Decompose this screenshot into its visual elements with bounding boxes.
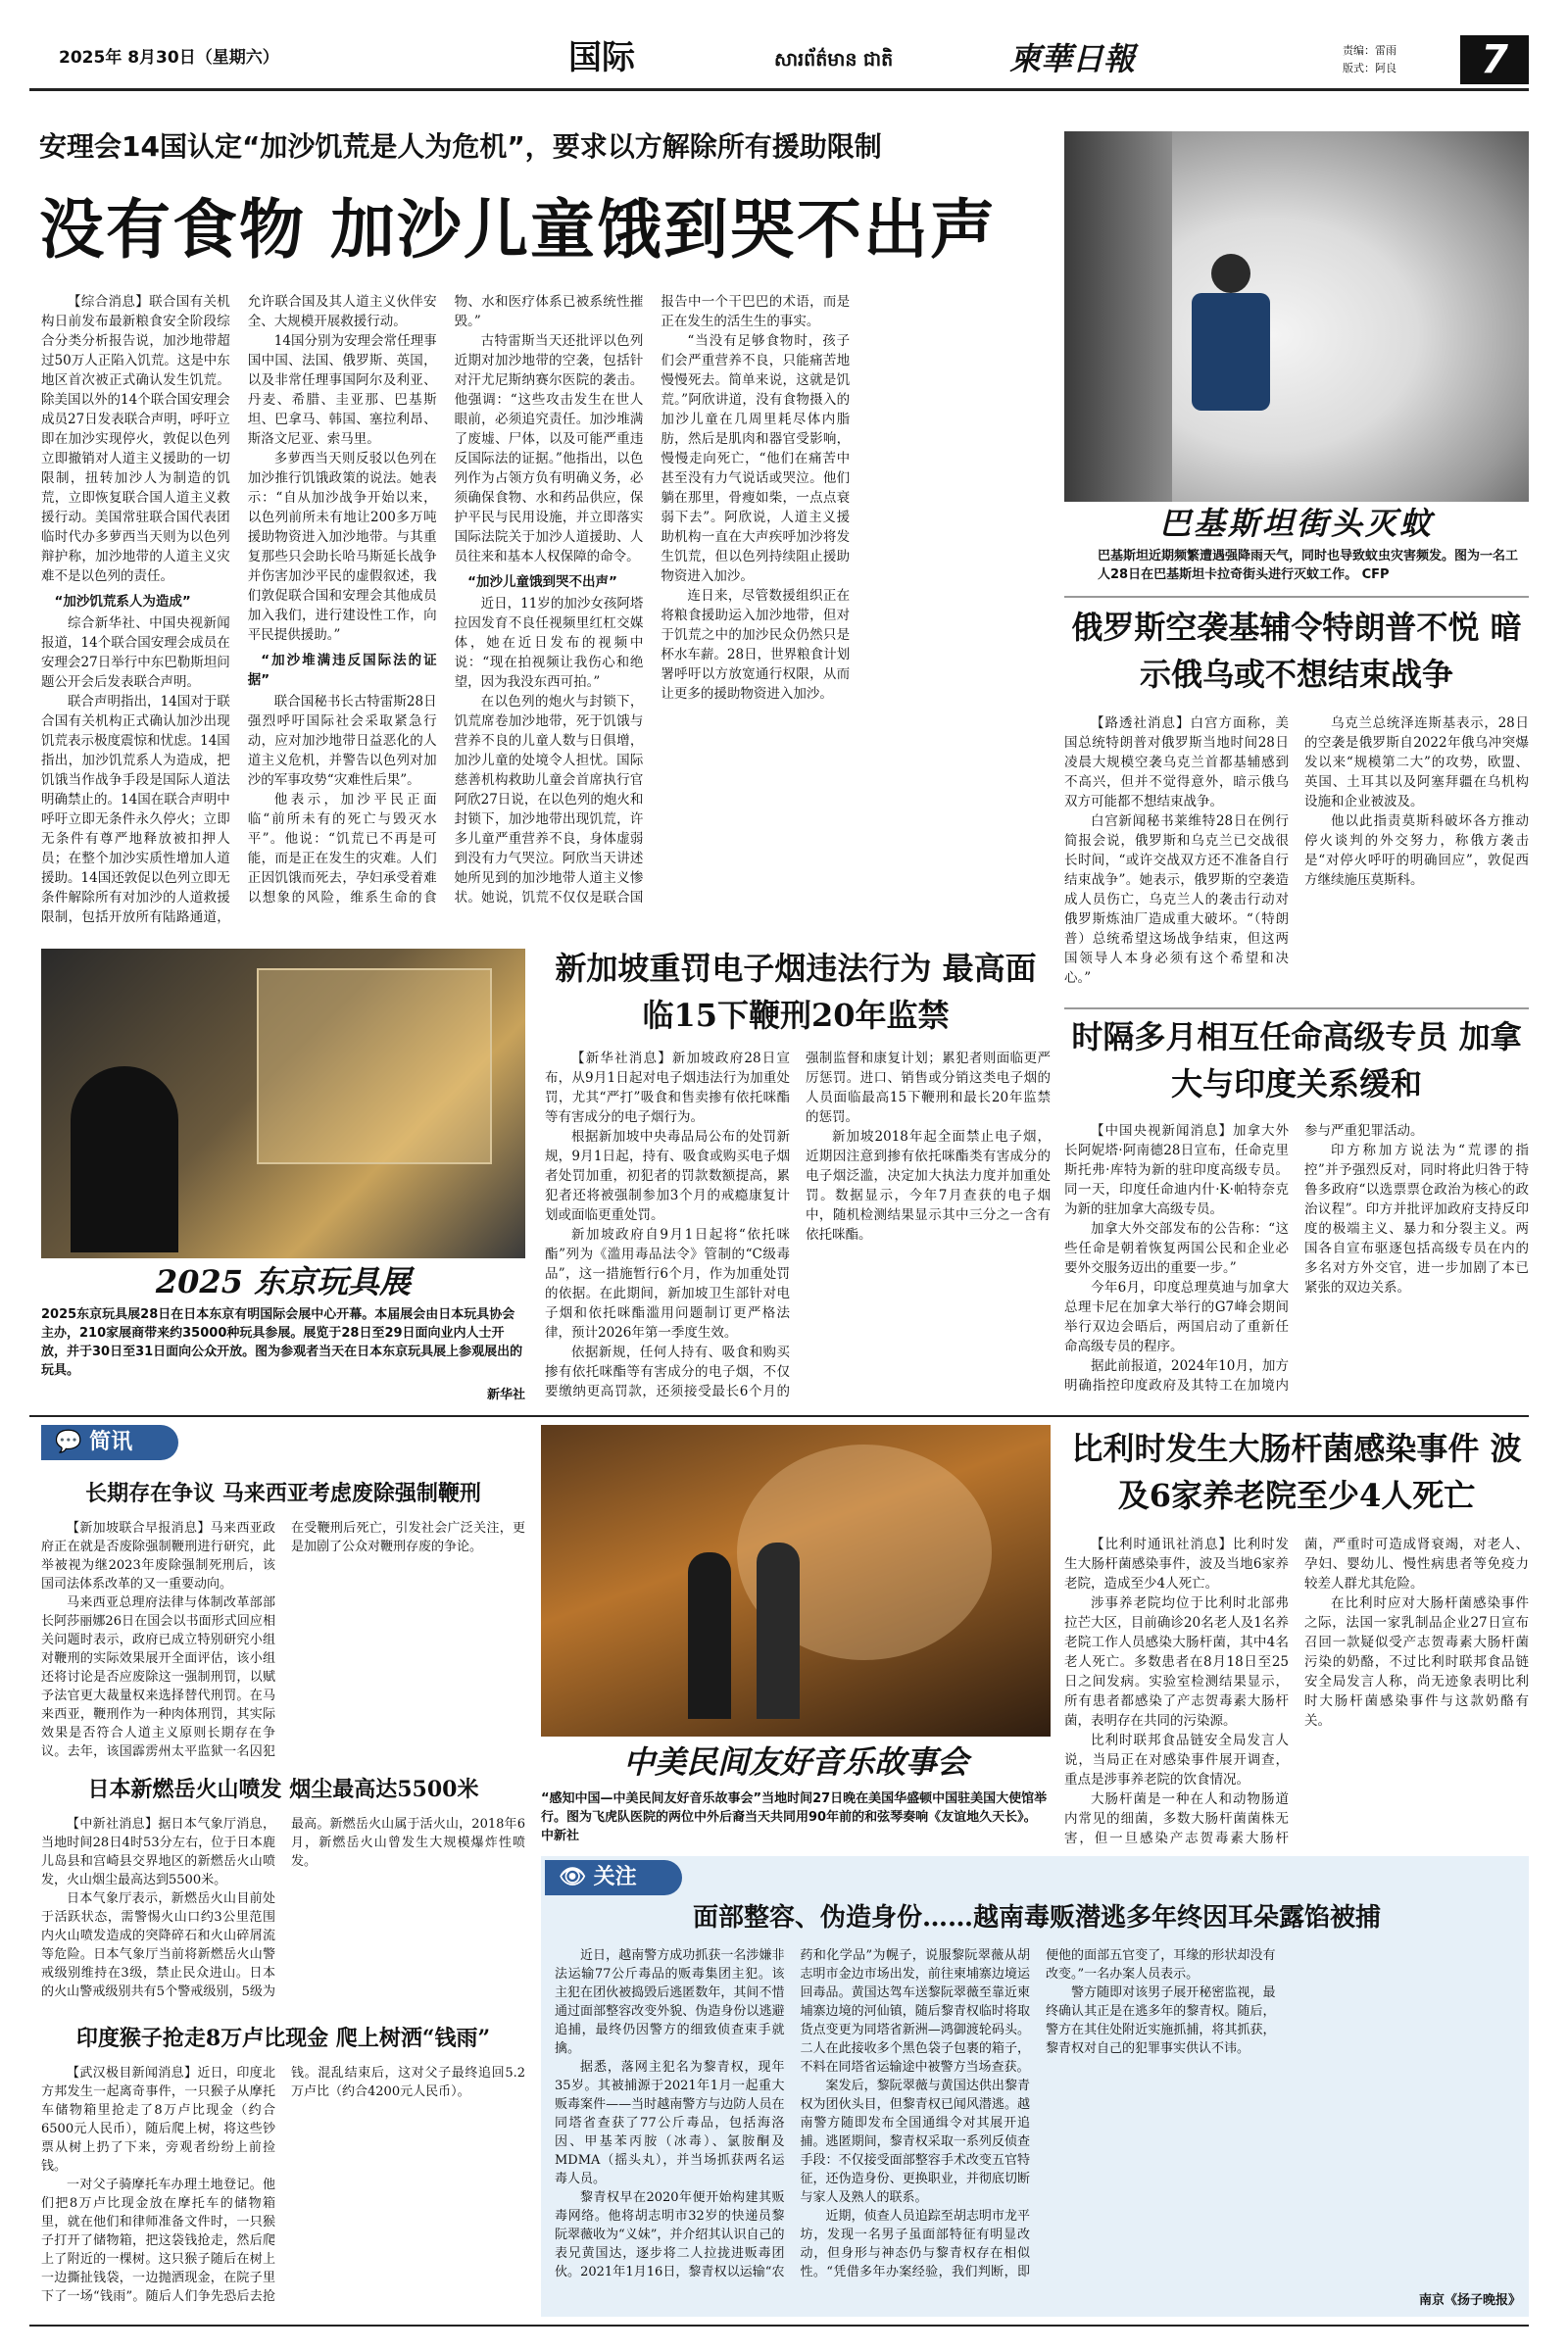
visitor-silhouette (71, 1066, 178, 1252)
canada-body (1064, 1121, 1529, 1407)
toy-photo-title: 2025 东京玩具展 (155, 1263, 412, 1300)
performer-figure (688, 1552, 731, 1719)
article-paragraph: 【中新社消息】据日本气象厅消息，当地时间28日4时53分左右，位于日本鹿儿岛县和宫崎县交界地区的新燃岳火山喷发，火山烟尘最高达到5500米。 (41, 1817, 275, 1887)
article-paragraph: 【新加坡联合早报消息】马来西亚政府正在就是否废除强制鞭刑进行研究，此举被视为继2023年废除强制死刑后，该国司法体系改革的又一重要动向。 (41, 1521, 275, 1592)
issue-date: 2025年 8月30日（星期六） (59, 48, 279, 68)
divider (1064, 1007, 1529, 1009)
article-paragraph: 日本气象厅表示，新燃岳火山目前处于活跃状态，需警惕火山口约3公里范围内火山喷发造成的突降碎石和火山碎屑流等危险。日本气象厅当前将新燃岳火山警戒级别维持在3级，禁止民众进山。日本的火山警戒级别共有5个警戒级别，5级为最高。新燃岳火山属于活火山，2018年6月，新燃岳火山曾发生大规模爆炸性喷发。 (41, 1817, 525, 1999)
article-paragraph: 据此前报道，2024年10月，加方明确指控印度政府及其特工在加境内参与严重犯罪活动。 (1064, 1123, 1424, 1394)
pakistan-photo-caption (1098, 547, 1529, 586)
lead-body (41, 292, 1056, 931)
article-paragraph: 【武汉极目新闻消息】近日，印度北方邦发生一起离奇事件，一只猴子从摩托车储物箱里抢走了8万卢比现金（约合6500元人民币），随后爬上树，将这些钞票从树上扔了下来，旁观者纷纷上前捡钱。 (41, 2066, 275, 2174)
editor-credit: 责编：雷雨 (1343, 44, 1396, 57)
page-number: 7 (1460, 35, 1529, 84)
section-title: 国际 (568, 38, 635, 77)
lead-subhead: “加沙儿童饿到哭不出声” (467, 574, 617, 590)
russia-headline: 俄罗斯空袭基辅令特朗普不悦 暗示俄乌或不想结束战争 (1071, 609, 1522, 693)
article-paragraph: 一对父子骑摩托车办理土地登记。他们把8万卢比现金放在摩托车的储物箱里，就在他们和律师准备文件时，一只猴子打开了储物箱，把这袋钱抢走，然后爬上了附近的一棵树。这只猴子随后在树上一边撕扯钱袋，一边抛洒现金，在院子里下了一场“钱雨”。随后人们争先恐后去抢钱。混乱结束后，这对父子最终追回5.2万卢比（约合4200元人民币）。 (41, 2066, 525, 2304)
lead-paragraph: 连日来，尽管数援组织正在将粮食援助运入加沙地带，但对于饥荒之中的加沙民众仍然只是杯水车薪。28日，世界粮食计划署呼吁以方放宽通行权限，从而让更多的援助物资进入加沙。 (661, 588, 851, 702)
article-paragraph: 大肠杆菌是一种在人和动物肠道内常见的细菌，多数大肠杆菌菌株无害，但一旦感染产志贺毒素大肠杆菌，严重时可造成肾衰竭，对老人、孕妇、婴幼儿、慢性病患者等免疫力较差人群尤其危险。 (1064, 1537, 1529, 1846)
pakistan-photo-title: 巴基斯坦街头灭蚊 (1158, 505, 1434, 542)
article-paragraph: 近日，越南警方成功抓获一名涉嫌非法运输77公斤毒品的贩毒集团主犯。该主犯在团伙被捣毁后逃匿数年，其间不惜通过面部整容改变外貌、伪造身份以逃避追捕，最终仍因警方的细致侦查束手就擒。 (555, 1948, 785, 2056)
article-paragraph: 案发后，黎阮翠薇与黄国达供出黎青权为团伙头目，但黎青权已闻风潜逃。越南警方随即发布全国通缉令对其展开追捕。逃匿期间，黎青权采取一系列反侦查手段：不仅接受面部整容手术改变五官特征，还伪造身份、更换职业，并彻底切断与家人及熟人的联系。 (800, 2079, 1030, 2205)
article-paragraph: 加拿大外交部发布的公告称：“这些任命是朝着恢复两国公民和企业必要外交服务迈出的重要一步。” (1064, 1221, 1289, 1276)
belgium-headline: 比利时发生大肠杆菌感染事件 波及6家养老院至少4人死亡 (1071, 1430, 1522, 1514)
article-paragraph: 今年6月，印度总理莫迪与加拿大总理卡尼在加拿大举行的G7峰会期间举行双边会晤后，两国启动了重新任命高级专员的程序。 (1064, 1280, 1289, 1354)
worker-figure (1211, 254, 1250, 293)
lead-paragraph: 近日，11岁的加沙女孩阿塔拉因发育不良任视频里红杠交媒体，她在近日发布的视频中说：“现在拍视频让我伤心和绝望，因为我没东西可拍。” (454, 596, 644, 690)
focus-body (555, 1946, 1521, 2285)
article-paragraph: 根据新加坡中央毒品局公布的处罚新规，9月1日起，持有、吸食或购买电子烟者处罚加重，初犯者的罚款数额提高，累犯者还将被强制参加3个月的戒瘾康复计划或面临更重处罚。 (545, 1129, 790, 1223)
article-paragraph: 印方称加方说法为“荒谬的指控”并予强烈反对，同时将此归咎于特鲁多政府“以选票票仓政治为核心的政治议程”。印方并批评加政府支持反印度的极端主义、暴力和分裂主义。两国各自宣布驱逐包括高级专员在内的多名对方外交官，进一步加剧了本已紧张的双边关系。 (1304, 1143, 1529, 1296)
article-paragraph: 新加坡2018年起全面禁止电子烟，近期因注意到掺有依托咪酯类有害成分的电子烟泛滥，决定加大执法力度并加重处罚。数据显示，今年7月查获的电子烟中，随机检测结果显示其中三分之一含有依托咪酯。 (806, 1129, 1051, 1243)
article-paragraph: 在比利时应对大肠杆菌感染事件之际，法国一家乳制品企业27日宣布召回一款疑似受产志贺毒素大肠杆菌污染的奶酪，不过比利时联邦食品链安全局发言人称，尚无迹象表明比利时大肠杆菌感染事件与这款奶酪有关。 (1304, 1595, 1529, 1729)
caption-text: 巴基斯坦近期频繁遭遇强降雨天气，同时也导致蚊虫灾害频发。图为一名工人28日在巴基斯坦卡拉奇街头进行灭蚊工作。 (1098, 549, 1519, 582)
music-event-photo (541, 1425, 1051, 1737)
japan-headline: 日本新燃岳火山喷发 烟尘最高达5500米 (87, 1777, 479, 1802)
singapore-body (545, 1049, 1051, 1405)
focus-headline: 面部整容、伪造身份……越南毒贩潜逃多年终因耳朵露馅被捕 (692, 1903, 1381, 1933)
article-paragraph: 新加坡政府自9月1日起将“依托咪酯”列为《滥用毒品法令》管制的“C级毒品”，这一措施暂行6个月，作为加重处罚的依据。在此期间，新加坡卫生部针对电子烟和依托咪酯滥用问题制订更严格法律，预计2026年第一季度生效。 (545, 1227, 790, 1341)
article-paragraph: 依据新规，任何人持有、吸食和购买掺有依托咪酯等有害成分的电子烟，不仅要缴纳更高罚款，还须接受最长6个月的强制监督和康复计划；累犯者则面临更严厉惩罚。进口、销售或分销这类电子烟的人员面临最高15下鞭刑和最长20年监禁的惩罚。 (545, 1051, 1051, 1399)
article-paragraph: 警方随即对该男子展开秘密监视，最终确认其正是在逃多年的黎青权。随后，警方在其住处附近实施抓捕，将其抓获，黎青权对自己的犯罪事实供认不讳。 (1046, 1985, 1276, 2056)
article-paragraph: 【中国央视新闻消息】加拿大外长阿妮塔·阿南德28日宣布，任命克里斯托弗·库特为新的驻印度高级专员。同一天，印度任命迪内什·K·帕特奈克为新的驻加拿大高级专员。 (1064, 1123, 1289, 1217)
focus-label-text: 关注 (593, 1865, 637, 1889)
caption-text: “感知中国—中美民间友好音乐故事会”当地时间27日晚在美国华盛顿中国驻美国大使馆举行。图为飞虎队医院的两位中外后裔当天共同用90年前的和弦琴奏响《友谊地久天长》。 (541, 1791, 1048, 1825)
article-paragraph: 据悉，落网主犯名为黎青权，现年35岁。其被捕源于2021年1月一起重大贩毒案件——当时越南警方与边防人员在同塔省查获了77公斤毒品，包括海洛因、甲基苯丙胺（冰毒）、氯胺酮及MDMA（摇头丸），并当场抓获两名运毒人员。 (555, 2060, 785, 2186)
lead-paragraph: 联合国秘书长古特雷斯28日强烈呼吁国际社会采取紧急行动，应对加沙地带日益恶化的人道主义危机，并警告以色列对加沙的军事攻势“灾难性后果”。 (247, 694, 437, 788)
eye-icon: 👁 (559, 1865, 594, 1889)
masthead-rule (29, 88, 1529, 91)
canada-headline: 时隔多月相互任命高级专员 加拿大与印度关系缓和 (1071, 1018, 1522, 1102)
music-photo-title: 中美民间友好音乐故事会 (622, 1743, 968, 1781)
lead-subhead: “加沙堆满违反国际法的证据” (247, 653, 437, 688)
photo-credit: 中新社 (541, 1829, 580, 1843)
article-paragraph: 涉事养老院均位于比利时北部弗拉芒大区，目前确诊20名老人及1名养老院工作人员感染大肠杆菌，其中4名老人死亡。多数患者在8月18日至25日之间发病。实验室检测结果显示，所有患者都感染了产志贺毒素大肠杆菌，表明存在共同的污染源。 (1064, 1595, 1289, 1729)
pakistan-fogging-photo (1064, 131, 1529, 502)
layout-credit: 版式：阿良 (1343, 62, 1396, 74)
photo-credit: 新华社 (486, 1388, 525, 1402)
chat-bubble-icon: 💬 (55, 1430, 90, 1454)
belgium-body (1064, 1535, 1529, 1848)
display-case (257, 968, 492, 1164)
focus-credit: 南京《扬子晚报》 (1418, 2293, 1521, 2308)
performer-figure (757, 1543, 800, 1719)
article-paragraph: 比利时联邦食品链安全局发言人说，当局正在对感染事件展开调查，重点是涉事养老院的饮食情况。 (1064, 1733, 1289, 1788)
paper-name: 柬華日報 (1009, 40, 1136, 77)
brief-label-text: 简讯 (89, 1430, 133, 1454)
section-rule (29, 1415, 1529, 1417)
divider (1064, 596, 1529, 598)
article-paragraph: 黎青权早在2020年便开始构建其贩毒网络。他将胡志明市32岁的快递员黎阮翠薇收为“义妹”，并介绍其认识自己的表兄黄国达，逐步将二人拉拢进贩毒团伙。2021年1月16日，黎青权以运输“农药和化学品”为幌子，说服黎阮翠薇从胡志明市金边市场出发，前往柬埔寨边境运回毒品。黄国达驾车送黎阮翠薇至靠近柬埔寨边境的河仙镇，随后黎青权临时将取货点变更为同塔省新洲—鸿御渡轮码头。二人在此接收多个黑色袋子包裹的箱子，不料在同塔省运输途中被警方当场查获。 (555, 1948, 1030, 2279)
brief-label (41, 1425, 178, 1460)
building-wall (1064, 131, 1172, 502)
lead-paragraph: 在以色列的炮火与封锁下，饥荒席卷加沙地带，死于饥饿与营养不良的儿童人数与日俱增，加沙儿童的处境令人担忧。国际慈善机构救助儿童会首席执行官阿欣27日说，在以色列的炮火和封锁下，加沙地带出现饥荒，许多儿童严重营养不良，身体虚弱到没有力气哭泣。阿欣当天讲述她所见到的加沙地带人道主义惨状。她说，饥荒不仅仅是联合国报告中一个干巴巴的术语，而是正在发生的活生生的事实。 (454, 294, 851, 906)
lead-subhead: “加沙饥荒系人为造成” (54, 594, 191, 610)
caption-text: 2025东京玩具展28日在日本东京有明国际会展中心开幕。本届展会由日本玩具协会主办，210家展商带来约35000种玩具参展。展览于28日至29日面向业内人士开放，并于30日至31日面向公众开放。图为参观者当天在日本东京玩具展上参观展出的玩具。 (41, 1307, 523, 1378)
article-paragraph: 他以此指责莫斯科破坏各方推动停火谈判的外交努力，称俄方袭击是“对停火呼吁的明确回应”，敦促西方继续施压莫斯科。 (1304, 813, 1529, 888)
khmer-masthead: សារព័ត៌មាន ជាតិ (774, 49, 894, 71)
india-headline: 印度猴子抢走8万卢比现金 爬上树洒“钱雨” (75, 2026, 491, 2051)
malaysia-headline: 长期存在争议 马来西亚考虑废除强制鞭刑 (85, 1481, 481, 1506)
russia-body (1064, 713, 1529, 1004)
article-paragraph: 【新华社消息】新加坡政府28日宣布，从9月1日起对电子烟违法行为加重处罚，尤其“严打”吸食和售卖掺有依托咪酯等有害成分的电子烟行为。 (545, 1051, 790, 1125)
lead-kicker: 安理会14国认定“加沙饥荒是人为危机”，要求以方解除所有援助限制 (39, 130, 882, 163)
article-paragraph: 【路透社消息】白宫方面称，美国总统特朗普对俄罗斯当地时间28日凌晨大规模空袭乌克兰首都基辅感到不高兴，但并不觉得意外，暗示俄乌双方可能都不想结束战争。 (1064, 715, 1289, 809)
article-paragraph: 乌克兰总统泽连斯基表示，28日的空袭是俄罗斯自2022年俄乌冲突爆发以来“规模第二大”的攻势，欧盟、英国、土耳其以及阿塞拜疆在乌机构设施和企业被波及。 (1304, 715, 1529, 809)
lead-paragraph: 多萝西当天则反驳以色列在加沙推行饥饿政策的说法。她表示：“自从加沙战争开始以来，以色列前所未有地让200多万吨援助物资进入加沙地带。与其重复那些只会助长哈马斯延长战争并伤害加沙平民的虚假叙述，我们敦促联合国和安理会其他成员加入我们，进行建设性工作，向平民提供援助。” (247, 451, 437, 643)
lead-paragraph: 14国分别为安理会常任理事国中国、法国、俄罗斯、英国，以及非常任理事国阿尔及利亚、丹麦、希腊、圭亚那、巴基斯坦、巴拿马、韩国、塞拉利昂、斯洛文尼亚、索马里。 (247, 333, 437, 447)
article-paragraph: 【比利时通讯社消息】比利时发生大肠杆菌感染事件，波及当地6家养老院，造成至少4人死亡。 (1064, 1537, 1289, 1592)
lead-paragraph: 综合新华社、中国央视新闻报道，14个联合国安理会成员在安理会27日举行中东巴勒斯坦问题公开会后发表联合声明。 (41, 615, 230, 690)
lead-paragraph: 联合声明指出，14国对于联合国有关机构正式确认加沙出现饥荒表示极度震惊和忧虑。14国指出，加沙饥荒系人为造成，把饥饿当作战争手段是国际人道法明确禁止的。14国在联合声明中呼吁立即无条件永久停火；立即无条件有尊严地释放被扣押人员；在整个加沙实质性增加人道援助。14国还敦促以色列立即无条件解除所有对加沙的人道救援限制，包括开放所有陆路通道，允许联合国及其人道主义伙伴安全、大规模开展救援行动。 (41, 294, 437, 925)
worker-figure (1192, 293, 1270, 411)
lead-paragraph: 他表示，加沙平民正面临“前所未有的死亡与毁灭水平”。他说：“饥荒已不再是可能，而是正在发生的灾难。人们正因饥饿而死去，孕妇承受着难以想象的风险，维系生命的食物、水和医疗体系已被系统性摧毁。” (247, 294, 644, 906)
japan-body (41, 1815, 525, 2011)
lead-paragraph: 【综合消息】联合国有关机构日前发布最新粮食安全阶段综合分类分析报告说，加沙地带超过50万人正陷入饥荒。这是中东地区首次被正式确认发生饥荒。除美国以外的14个联合国安理会成员27日发表联合声明，呼吁立即在加沙实现停火，敦促以色列立即撤销对人道主义援助的一切限制，扭转加沙人为制造的饥荒，立即恢复联合国人道主义救援行动。美国常驻联合国代表团临时代办多萝西当天则为以色列辩护称，加沙地带的人道主义灾难不是以色列的责任。 (41, 294, 230, 584)
article-paragraph: 马来西亚总理府法律与体制改革部部长阿莎丽娜26日在国会以书面形式回应相关问题时表示，政府已成立特别研究小组对鞭刑的实际效果展开全面评估，该小组还将讨论是否应废除这一强制刑罚，以赋予法官更大裁量权来选择替代刑罚。在马来西亚，鞭刑作为一种肉体刑罚，其实际效果是否符合人道主义原则长期存在争议。去年，该国霹雳州太平监狱一名囚犯在受鞭刑后死亡，引发社会广泛关注，更是加剧了公众对鞭刑存废的争论。 (41, 1521, 525, 1759)
lead-paragraph: 古特雷斯当天还批评以色列近期对加沙地带的空袭，包括针对汗尤尼斯纳赛尔医院的袭击。他强调：“这些攻击发生在世人眼前，必须追究责任。加沙堆满了废墟、尸体，以及可能严重违反国际法的证据。”他指出，以色列作为占领方负有明确义务，必须确保食物、水和药品供应，保护平民与民用设施，并立即落实国际法院关于加沙人道援助、人员往来和基本人权保障的命令。 (454, 333, 644, 564)
focus-label (545, 1860, 682, 1895)
footer-rule (29, 2325, 1529, 2327)
lead-paragraph: “当没有足够食物时，孩子们会严重营养不良，只能痛苦地慢慢死去。简单来说，这就是饥荒。”阿欣讲道，没有食物摄入的加沙儿童在几周里耗尽体内脂肪，然后是肌肉和器官受影响，慢慢走向死亡，“他们在痛苦中甚至没有力气说话或哭泣。他们躺在那里，骨瘦如柴，一点点衰弱下去”。阿欣说，人道主义援助机构一直在大声疾呼加沙将发生饥荒，但以色列持续阻止援助物资进入加沙。 (661, 333, 851, 584)
lead-headline: 没有食物 加沙儿童饿到哭不出声 (39, 192, 997, 268)
india-body (41, 2064, 525, 2309)
malaysia-body (41, 1519, 525, 1762)
article-paragraph: 近期，侦查人员追踪至胡志明市龙平坊，发现一名男子虽面部特征有明显改动，但身形与神态仍与黎青权存在相似性。“凭借多年办案经验，我们判断，即便他的面部五官变了，耳缘的形状却没有改变。”一名办案人员表示。 (800, 1948, 1276, 2279)
article-paragraph: 白宫新闻秘书莱维特28日在例行简报会说，俄罗斯和乌克兰已交战很长时间，“或许交战双方还不准备自行结束战争”。她表示，俄罗斯的空袭造成人员伤亡，乌克兰人的袭击行动对俄罗斯炼油厂造成重大破坏。“（特朗普）总统希望这场战争结束，但这两国领导人本身必须有这个希望和决心。” (1064, 813, 1289, 986)
toy-show-photo (41, 949, 525, 1258)
music-photo-caption (541, 1789, 1051, 1848)
photo-credit: CFP (1361, 567, 1390, 582)
singapore-headline: 新加坡重罚电子烟违法行为 最高面临15下鞭刑20年监禁 (555, 950, 1037, 1034)
